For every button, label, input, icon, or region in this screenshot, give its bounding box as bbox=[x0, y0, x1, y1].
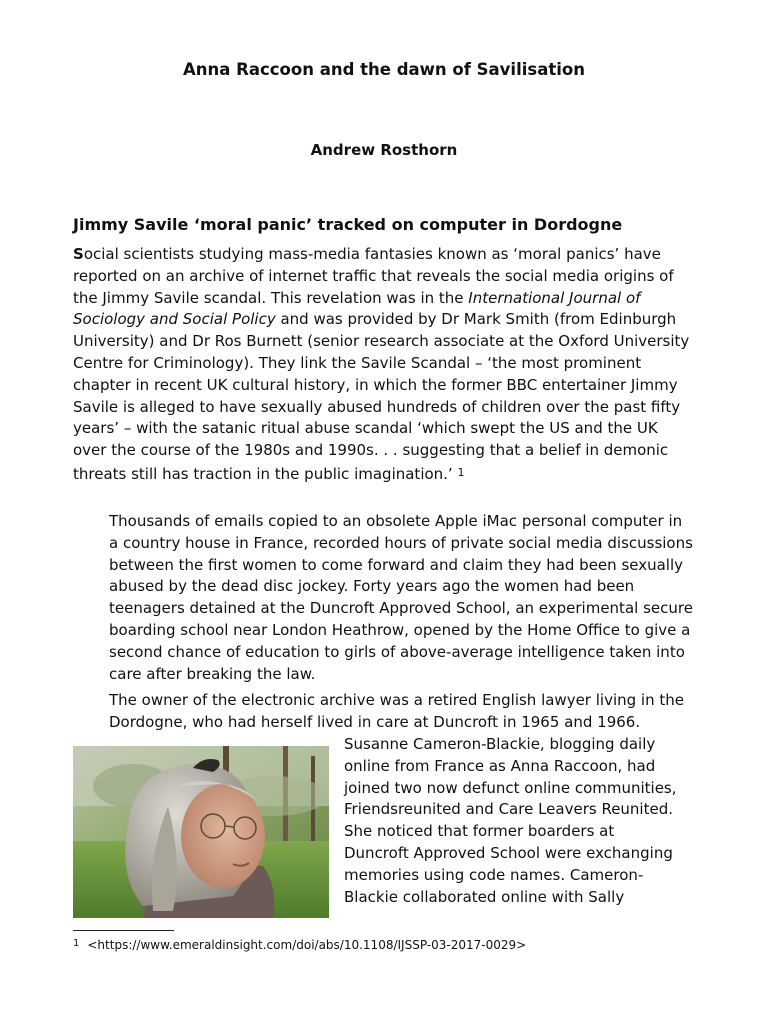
paragraph-3-text: The owner of the electronic archive was a retired English lawyer living in the Dordogne, who had herself lived in care at Duncroft in 1965 and 1966. bbox=[109, 691, 684, 731]
paragraph-2-text: Thousands of emails copied to an obsolete Apple iMac personal computer in a country house in France, recorded hours of private social media discussions between the first women to come forward and claim they had been sexually abused by the dead disc jockey. Forty years ago the women had been teenagers detained at the Duncroft Approved School, an experimental secure boarding school near London Heathrow, opened by the Home Office to give a second chance of education to girls of above-average intelligence taken into care after breaking the law. bbox=[109, 512, 693, 683]
wrap-line: Blackie collaborated online with Sally bbox=[344, 887, 625, 906]
drop-cap: S bbox=[73, 245, 84, 263]
portrait-photo bbox=[73, 746, 329, 918]
footnote-number: 1 bbox=[73, 938, 80, 949]
document-title: Anna Raccoon and the dawn of Savilisation bbox=[183, 60, 585, 79]
journal-title: International Journal of Sociology and Social Policy bbox=[73, 288, 641, 329]
paragraph-3 bbox=[73, 690, 695, 734]
wrap-line: online from France as Anna Raccoon, had bbox=[344, 756, 656, 775]
wrap-line: memories using code names. Cameron- bbox=[344, 865, 644, 884]
footnote-reference[interactable]: 1 bbox=[457, 465, 465, 479]
footnote-link[interactable]: <https://www.emeraldinsight.com/doi/abs/10.1108/IJSSP-03-2017-0029> bbox=[87, 938, 527, 952]
section-heading: Jimmy Savile ‘moral panic’ tracked on computer in Dordogne bbox=[73, 215, 623, 234]
paragraph-2 bbox=[73, 511, 695, 685]
wrap-line: She noticed that former boarders at bbox=[344, 822, 615, 841]
paragraph-1 bbox=[73, 244, 695, 486]
paragraph-1-text-b: and was provided by Dr Mark Smith (from Edinburgh University) and Dr Ros Burnett (senior research associate at the Oxford University Centre for Criminology). They link the Savile Scandal – ‘the most prominent chapter in recent UK cultural history, in which the former BBC entertainer Jimmy Savile is alleged to have sexually abused hundreds of children over the past fifty years’ – with the satanic ritual abuse scandal ‘which swept the US and the UK over the course of the 1980s and 1990s. . . suggesting that a belief in demonic threats still has traction in the public imagination.’ bbox=[73, 310, 690, 483]
image-wrap-text bbox=[344, 734, 704, 908]
footnote-separator bbox=[73, 930, 174, 931]
wrap-line: joined two now defunct online communities, bbox=[344, 778, 677, 797]
footnote bbox=[73, 938, 526, 952]
wrap-line: Friendsreunited and Care Leavers Reunited. bbox=[344, 800, 674, 819]
wrap-line: Susanne Cameron-Blackie, blogging daily bbox=[344, 735, 656, 753]
wrap-line: Duncroft Approved School were exchanging bbox=[344, 843, 673, 862]
portrait-illustration bbox=[73, 746, 329, 918]
paragraph-1-text-a: ocial scientists studying mass-media fantasies known as ‘moral panics’ have reported on an archive of internet traffic that reveals the social media origins of the Jimmy Savile scandal. This revelation was in the bbox=[73, 245, 674, 307]
author-name: Andrew Rosthorn bbox=[310, 141, 458, 159]
